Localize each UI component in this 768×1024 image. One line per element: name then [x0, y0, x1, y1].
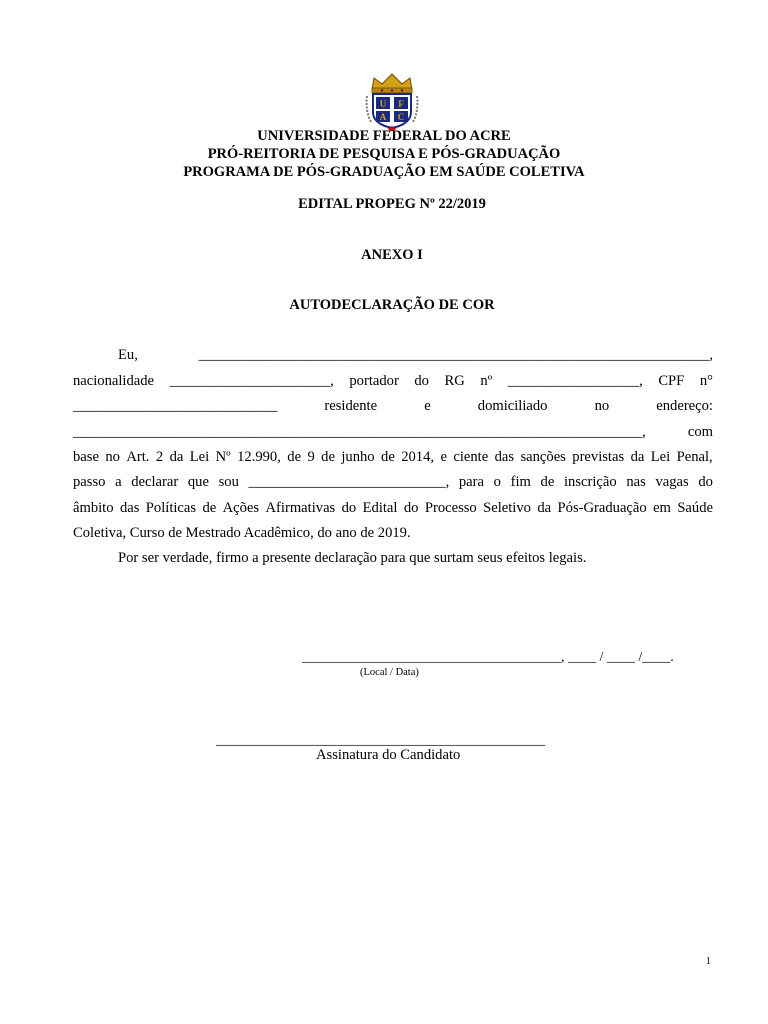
- signature-fill-line: _______________________________________________: [216, 733, 545, 748]
- date-fill-line: _____________________________________, ____ / ____ /____.: [302, 650, 674, 665]
- word: do: [403, 500, 419, 516]
- word: no: [594, 398, 610, 414]
- header-program: PROGRAMA DE PÓS-GRADUAÇÃO EM SAÚDE COLETIVA: [183, 164, 585, 180]
- header-prorectorate: PRÓ-REITORIA DE PESQUISA E PÓS-GRADUAÇÃO: [207, 146, 561, 162]
- word: passo: [73, 474, 106, 490]
- word: previstas: [572, 449, 625, 465]
- signature-caption: Assinatura do Candidato: [316, 747, 461, 763]
- svg-text:C: C: [397, 112, 405, 122]
- edital-title: EDITAL PROPEG Nº 22/2019: [298, 196, 486, 212]
- word: portador: [349, 373, 399, 389]
- word: residente: [324, 398, 378, 414]
- word: fim: [510, 474, 531, 490]
- word: 2: [155, 449, 164, 465]
- word: sou: [218, 474, 239, 490]
- word: 12.990,: [237, 449, 281, 465]
- word: a: [115, 474, 122, 490]
- word: com: [687, 424, 713, 440]
- word: declarar: [131, 474, 179, 490]
- word: vagas: [655, 474, 689, 490]
- word: 9: [307, 449, 315, 465]
- word: Nº: [215, 449, 231, 465]
- word: junho: [341, 449, 375, 465]
- word: ______________________________________________________________________________,: [73, 424, 646, 440]
- word: e: [440, 449, 447, 465]
- body-line-6: [73, 474, 713, 491]
- word: do: [341, 500, 357, 516]
- word: das: [119, 500, 140, 516]
- word: RG: [444, 373, 465, 389]
- word: de: [202, 500, 217, 516]
- word: __________________,: [507, 373, 643, 389]
- word: sanções: [520, 449, 566, 465]
- word: o: [493, 474, 501, 490]
- word: domiciliado: [477, 398, 548, 414]
- word: endereço:: [656, 398, 713, 414]
- word: no: [105, 449, 120, 465]
- body-line-8: Coletiva, Curso de Mestrado Acadêmico, do ano de 2019.: [73, 525, 411, 541]
- word: n°: [699, 373, 713, 389]
- body-line-2: [73, 373, 713, 390]
- word: do: [698, 474, 713, 490]
- body-line-5: [73, 449, 713, 466]
- word: Edital: [362, 500, 398, 516]
- closing-statement: Por ser verdade, firmo a presente declaração para que surtam seus efeitos legais.: [118, 550, 587, 566]
- word: Ações: [222, 500, 260, 516]
- word: da: [537, 500, 552, 516]
- header-university: UNIVERSIDADE FEDERAL DO ACRE: [257, 128, 511, 144]
- word: das: [494, 449, 515, 465]
- body-line-7: [73, 500, 713, 517]
- word: da: [630, 449, 645, 465]
- date-caption: (Local / Data): [360, 667, 419, 678]
- body-line-1: [118, 347, 713, 364]
- svg-text:U: U: [379, 99, 387, 109]
- word: Lei: [650, 449, 671, 465]
- word: em: [653, 500, 671, 516]
- word: ______________________,: [169, 373, 334, 389]
- word: nº: [480, 373, 493, 389]
- word: Eu,: [118, 347, 138, 363]
- word: ciente: [453, 449, 489, 465]
- word: de: [321, 449, 335, 465]
- university-crest-logo: [362, 70, 422, 132]
- page-number: 1: [706, 956, 711, 967]
- word: Lei: [189, 449, 210, 465]
- word: de: [381, 449, 395, 465]
- word: ____________________________: [73, 398, 278, 414]
- word: Art.: [126, 449, 150, 465]
- word: Afirmativas: [265, 500, 336, 516]
- word: de: [287, 449, 302, 465]
- word: que: [187, 474, 209, 490]
- word: inscrição: [563, 474, 617, 490]
- annex-title: ANEXO I: [361, 247, 423, 263]
- word: âmbito: [73, 500, 114, 516]
- svg-text:A: A: [379, 112, 387, 122]
- word: Políticas: [145, 500, 197, 516]
- word: CPF: [658, 373, 685, 389]
- svg-text:F: F: [398, 99, 404, 109]
- word: Seletivo: [483, 500, 531, 516]
- word: Penal,: [676, 449, 713, 465]
- word: Saúde: [677, 500, 713, 516]
- word: nacionalidade: [73, 373, 155, 389]
- word: ______________________________________________________________________,: [198, 347, 713, 363]
- word: de: [540, 474, 555, 490]
- word: ___________________________,: [248, 474, 450, 490]
- word: Processo: [424, 500, 477, 516]
- word: do: [414, 373, 429, 389]
- word: nas: [626, 474, 646, 490]
- declaration-title: AUTODECLARAÇÃO DE COR: [289, 297, 495, 313]
- word: da: [169, 449, 184, 465]
- body-line-4: [73, 424, 713, 441]
- word: 2014,: [401, 449, 435, 465]
- body-line-3: [73, 398, 713, 415]
- word: para: [458, 474, 484, 490]
- word: e: [424, 398, 431, 414]
- word: base: [73, 449, 99, 465]
- word: Pós-Graduação: [557, 500, 647, 516]
